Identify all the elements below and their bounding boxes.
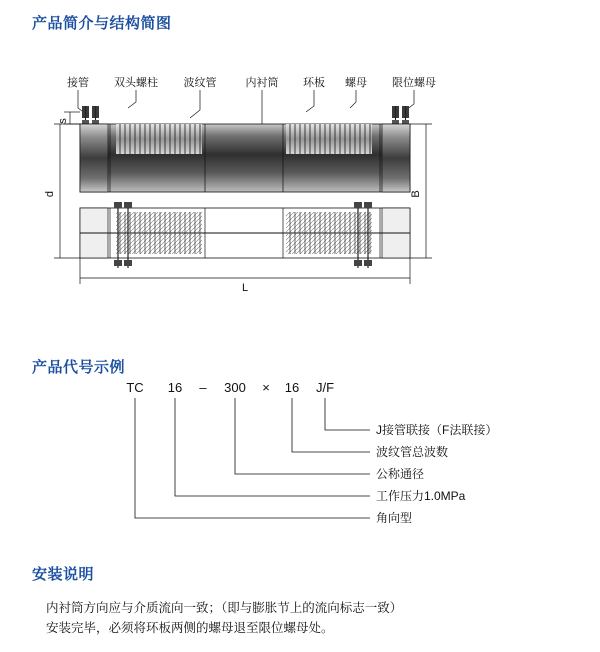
callout-label-2: 波纹管	[183, 77, 217, 89]
code-description-1: 波纹管总波数	[376, 445, 449, 459]
dimension-label-B: B	[410, 190, 422, 198]
code-descriptions	[376, 422, 497, 525]
bellows-bottom-right	[286, 212, 372, 254]
code-token-2: –	[199, 380, 207, 395]
install-note-1: 安装完毕，必须将环板两侧的螺母退至限位螺母处。	[46, 621, 334, 635]
bellows-bottom-left	[116, 212, 202, 254]
bottom-view-assembly	[80, 202, 410, 268]
code-description-4: 角向型	[376, 511, 413, 525]
dimension-label-d: d	[44, 190, 56, 198]
product-code-diagram	[40, 378, 560, 538]
callout-label-1: 双头螺柱	[114, 77, 158, 89]
callout-label-3: 内衬筒	[245, 77, 279, 89]
install-note-0: 内衬筒方向应与介质流向一致；（即与膨胀节上的流向标志一致）	[46, 601, 403, 615]
code-token-0: TC	[126, 380, 144, 395]
code-description-0: J接管联接（F法联接）	[376, 423, 498, 437]
product-code-svg	[40, 378, 560, 538]
section-title-code: 产品代号示例	[32, 359, 126, 376]
callout-label-5: 螺母	[345, 77, 367, 89]
dimension-label-s: s	[57, 118, 69, 124]
code-token-3: 300	[224, 380, 246, 395]
section-title-intro: 产品简介与结构简图	[32, 15, 172, 32]
callout-label-6: 限位螺母	[392, 77, 436, 89]
code-token-1: 16	[167, 380, 183, 395]
install-notes	[46, 598, 566, 638]
code-tokens	[126, 380, 334, 395]
bellows-top-left	[116, 124, 202, 154]
dimension-label-L: L	[241, 282, 249, 292]
callout-label-0: 接管	[67, 77, 89, 89]
code-token-4: ×	[262, 380, 270, 395]
top-view-assembly	[80, 106, 410, 192]
callout-labels	[67, 75, 436, 89]
code-description-2: 公称通径	[376, 467, 425, 481]
section-title-install: 安装说明	[32, 566, 95, 583]
code-token-5: 16	[284, 380, 300, 395]
structure-diagram-svg	[40, 62, 560, 292]
code-description-3: 工作压力1.0MPa	[376, 489, 466, 503]
callout-label-4: 环板	[303, 77, 325, 89]
structure-diagram	[40, 62, 560, 292]
bellows-top-right	[286, 124, 372, 154]
code-leaders	[135, 398, 370, 518]
code-token-6: J/F	[315, 380, 335, 395]
